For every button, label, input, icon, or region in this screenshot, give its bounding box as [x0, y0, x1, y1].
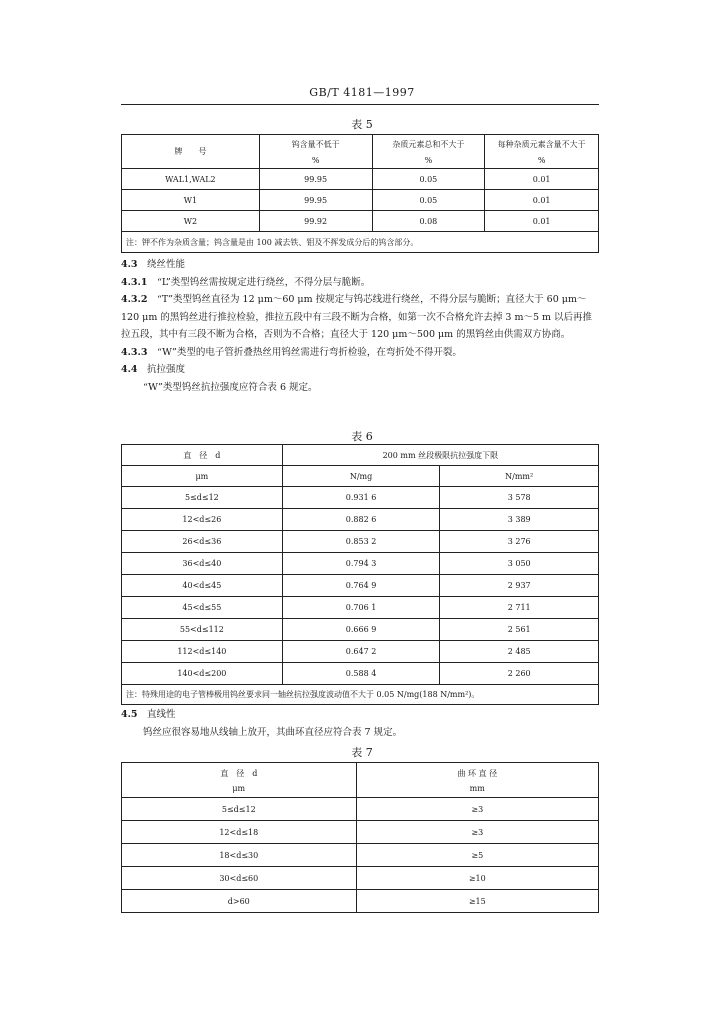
section-4-3-1 — [121, 274, 599, 292]
table6-cell-nmm2: 3 050 — [440, 553, 599, 575]
table-row — [122, 509, 599, 531]
table6-cell-diameter: 40<d≤45 — [122, 575, 283, 597]
table5-cell-impurity-each: 0.01 — [485, 190, 599, 211]
table-row — [122, 169, 599, 190]
table5 — [121, 134, 599, 253]
table5-header-grade: 牌 号 — [122, 135, 260, 169]
table6-cell-nmm2: 3 389 — [440, 509, 599, 531]
table6-cell-nmm2: 2 485 — [440, 641, 599, 663]
table6-header-unit: μm — [122, 466, 283, 487]
table7-header-diameter-label: 直 径 d — [220, 768, 258, 778]
table6-cell-nmm2: 3 578 — [440, 487, 599, 509]
section-4-3-heading — [121, 256, 599, 274]
table7-cell-diameter: d>60 — [122, 890, 357, 913]
table5-header-impurity-each-label: 每种杂质元素含量不大于 — [497, 139, 586, 149]
section-4-3-3 — [121, 344, 599, 362]
table7-caption: 表 7 — [351, 746, 373, 759]
table6-cell-diameter: 5≤d≤12 — [122, 487, 283, 509]
table5-caption: 表 5 — [351, 118, 373, 131]
table-row — [122, 531, 599, 553]
paragraph-text: “W”类型的电子管折叠热丝用钨丝需进行弯折检验，在弯折处不得开裂。 — [156, 346, 462, 358]
table7-cell-curl: ≥10 — [356, 867, 598, 890]
section-4-5-text: 钨丝应很容易地从线轴上放开，其曲环直径应符合表 7 规定。 — [143, 726, 403, 738]
table7-cell-diameter: 12<d≤18 — [122, 821, 357, 844]
table5-cell-impurity-total: 0.08 — [372, 211, 485, 232]
table-row — [122, 890, 599, 913]
table7 — [121, 762, 599, 913]
table6-header-nmm2: N/mm² — [440, 466, 599, 487]
table6-cell-nmm2: 2 711 — [440, 597, 599, 619]
table7-header-diameter-unit: μm — [232, 783, 246, 793]
table6-header-nmg: N/mg — [282, 466, 440, 487]
table-row — [122, 487, 599, 509]
table-row — [122, 798, 599, 821]
table5-cell-tungsten: 99.95 — [259, 169, 372, 190]
table6-cell-diameter: 12<d≤26 — [122, 509, 283, 531]
table6-cell-diameter: 36<d≤40 — [122, 553, 283, 575]
table5-header-impurity-total — [372, 135, 485, 169]
section-number: 4.3.2 — [121, 294, 148, 305]
section-number: 4.3 — [121, 259, 138, 270]
standard-number: GB/T 4181—1997 — [309, 86, 415, 99]
table5-header-impurity-each-unit: % — [537, 155, 546, 165]
section-4-5-heading — [121, 706, 599, 724]
table5-header-impurity-total-label: 杂质元素总和不大于 — [392, 139, 465, 149]
section-title: 直线性 — [147, 709, 176, 720]
table5-cell-impurity-each: 0.01 — [485, 169, 599, 190]
header-rule — [121, 104, 599, 105]
table6-cell-nmm2: 2 561 — [440, 619, 599, 641]
table5-cell-tungsten: 99.95 — [259, 190, 372, 211]
table-row — [122, 211, 599, 232]
table6-cell-nmm2: 3 276 — [440, 531, 599, 553]
table6-cell-nmg: 0.706 1 — [282, 597, 440, 619]
section-number: 4.4 — [121, 364, 138, 375]
table-row — [122, 619, 599, 641]
table7-cell-curl: ≥3 — [356, 821, 598, 844]
table5-header-tungsten — [259, 135, 372, 169]
table-row — [122, 641, 599, 663]
table-row — [122, 597, 599, 619]
table6-cell-diameter: 26<d≤36 — [122, 531, 283, 553]
table5-cell-grade: W2 — [122, 211, 260, 232]
table5-cell-impurity-total: 0.05 — [372, 190, 485, 211]
section-4-5-block — [121, 706, 599, 741]
table6-cell-nmm2: 2 937 — [440, 575, 599, 597]
section-4-4-text: “W”类型钨丝抗拉强度应符合表 6 规定。 — [143, 381, 318, 393]
table6-header-strength: 200 mm 丝段极限抗拉强度下限 — [282, 445, 598, 466]
section-number: 4.3.3 — [121, 346, 148, 358]
table7-header-curl — [356, 763, 598, 798]
table5-cell-grade: W1 — [122, 190, 260, 211]
table6 — [121, 444, 599, 705]
paragraph-text: “T”类型钨丝直径为 12 μm～60 μm 按规定与钨芯线进行绕丝，不得分层与脆断；直径大于 60 μm～120 μm 的黑钨丝进行推拉检验，推拉五段中有三段不断为合格，如第一次不合格允许去掉 3 m～5 m 以后再推拉五段，其中有三段不断为合格，否则为不合格；直径大于 120 μm～500 μm 的黑钨丝由供需双方协商。 — [121, 294, 593, 340]
table7-cell-diameter: 5≤d≤12 — [122, 798, 357, 821]
table5-cell-tungsten: 99.92 — [259, 211, 372, 232]
table7-header-curl-unit: mm — [469, 783, 485, 793]
table6-cell-nmg: 0.882 6 — [282, 509, 440, 531]
table-row — [122, 575, 599, 597]
section-number: 4.3.1 — [121, 276, 148, 288]
table5-cell-impurity-total: 0.05 — [372, 169, 485, 190]
table-row — [122, 844, 599, 867]
table6-cell-diameter: 45<d≤55 — [122, 597, 283, 619]
table5-cell-impurity-each: 0.01 — [485, 211, 599, 232]
table6-cell-nmg: 0.853 2 — [282, 531, 440, 553]
table6-cell-nmm2: 2 260 — [440, 663, 599, 685]
section-title: 绕丝性能 — [147, 259, 186, 270]
table6-cell-nmg: 0.588 4 — [282, 663, 440, 685]
table6-caption: 表 6 — [351, 430, 373, 443]
section-4-3-block — [121, 256, 599, 396]
table7-header-diameter — [122, 763, 357, 798]
table6-cell-diameter: 55<d≤112 — [122, 619, 283, 641]
table7-cell-diameter: 30<d≤60 — [122, 867, 357, 890]
table6-cell-nmg: 0.931 6 — [282, 487, 440, 509]
table-row — [122, 821, 599, 844]
table6-cell-nmg: 0.764 9 — [282, 575, 440, 597]
table5-header-impurity-total-unit: % — [424, 155, 433, 165]
table6-note: 注：特殊用途的电子管棒极用钨丝要求同一轴丝抗拉强度波动值不大于 0.05 N/mg(188 N/mm²)。 — [122, 685, 599, 705]
table7-header-curl-label: 曲 环 直 径 — [457, 768, 498, 778]
table5-note: 注：钾不作为杂质含量；钨含量是由 100 减去铁、钼及不挥发成分后的钨含部分。 — [122, 232, 599, 253]
table7-cell-curl: ≥5 — [356, 844, 598, 867]
table-row — [122, 190, 599, 211]
table7-cell-diameter: 18<d≤30 — [122, 844, 357, 867]
section-title: 抗拉强度 — [147, 364, 186, 375]
table6-cell-nmg: 0.666 9 — [282, 619, 440, 641]
paragraph-text: “L”类型钨丝需按规定进行绕丝，不得分层与脆断。 — [156, 276, 371, 288]
table6-cell-diameter: 140<d≤200 — [122, 663, 283, 685]
table5-header-tungsten-label: 钨含量不低于 — [291, 139, 340, 149]
table7-cell-curl: ≥15 — [356, 890, 598, 913]
table6-header-diameter: 直 径 d — [122, 445, 283, 466]
table-row — [122, 867, 599, 890]
table5-header-impurity-each — [485, 135, 599, 169]
section-number: 4.5 — [121, 709, 138, 720]
table7-cell-curl: ≥3 — [356, 798, 598, 821]
section-4-4-heading — [121, 361, 599, 379]
section-4-3-2 — [121, 291, 599, 344]
table-row — [122, 663, 599, 685]
table5-cell-grade: WAL1,WAL2 — [122, 169, 260, 190]
table6-cell-nmg: 0.647 2 — [282, 641, 440, 663]
table-row — [122, 553, 599, 575]
table5-header-tungsten-unit: % — [311, 155, 320, 165]
table6-cell-diameter: 112<d≤140 — [122, 641, 283, 663]
table6-cell-nmg: 0.794 3 — [282, 553, 440, 575]
